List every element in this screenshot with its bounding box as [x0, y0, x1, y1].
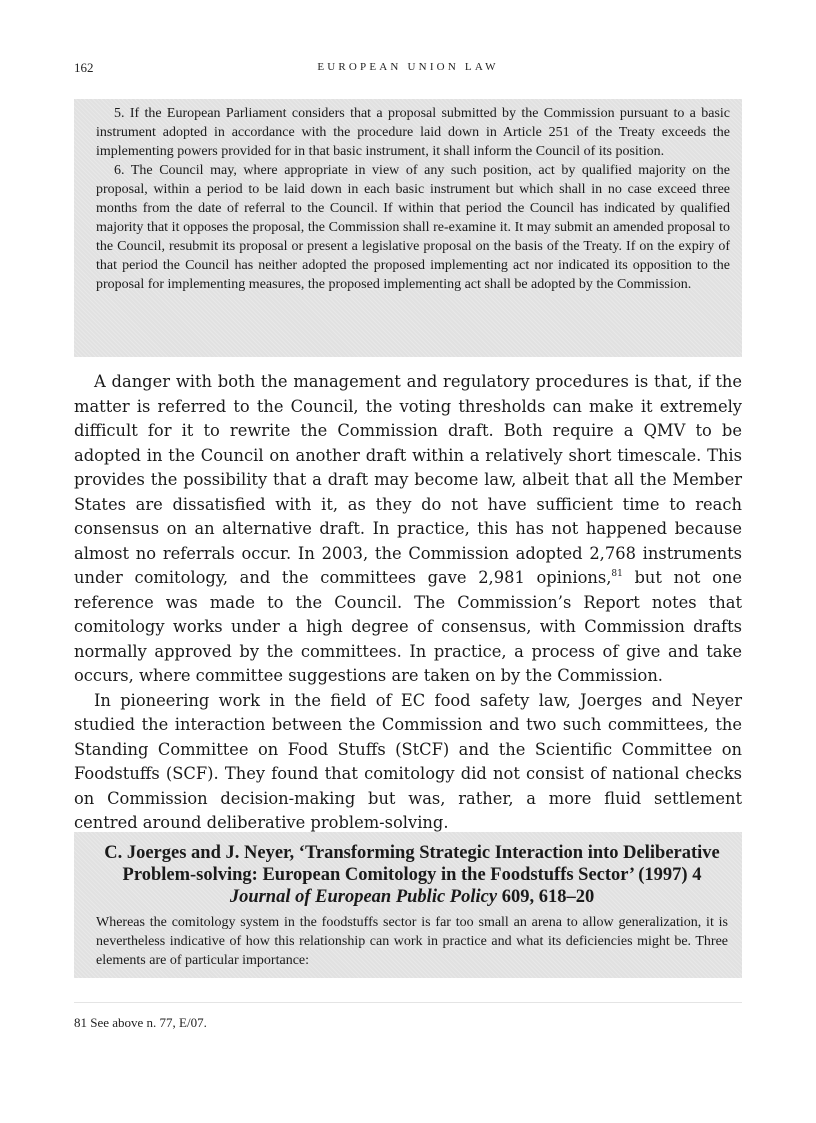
- main-text: [74, 370, 742, 836]
- body-paragraph-text: but not one reference was made to the Council. The Commission’s Report notes that comitology works under a high degree of consensus, with Commission drafts normally approved by the committees. In practice, a process of give and take occurs, where committee suggestions are taken on by the Commission.: [74, 568, 743, 685]
- page-number: 162: [74, 60, 94, 75]
- excerpt-body: Whereas the comitology system in the foodstuffs sector is far too small an arena to allow generalization, it is nevertheless indicative of how this relationship can work in practice and what its deficiencies might be. Three elements are of particular importance:: [96, 915, 728, 968]
- footnote: 81 See above n. 77, E/07.: [74, 1015, 207, 1030]
- excerpt-title: [96, 842, 728, 908]
- footnote-reference: 81: [611, 569, 623, 579]
- extract-paragraph-6: 6. The Council may, where appropriate in view of any such position, act by qualified majority on the proposal, within a period to be laid down in each basic instrument but which shall in no case exceed three months from the date of referral to the Council. If within that period the Council has indicated by qualified majority that it opposes the proposal, the Commission shall re-examine it. It may submit an amended proposal to the Council, resubmit its proposal or present a legislative proposal on the basis of the Treaty. If on the expiry of that period the Council has neither adopted the proposed implementing act nor indicated its opposition to the proposal for implementing measures, the proposed implementing act shall be adopted by the Commission.: [96, 163, 730, 292]
- journal-title: Journal of European Public Policy: [229, 887, 498, 907]
- extract-paragraph-5: 5. If the European Parliament considers that a proposal submitted by the Commission pursuant to a basic instrument adopted in accordance with the procedure laid down in Article 251 of the Treaty exceeds the implementing powers provided for in that basic instrument, it shall inform the Council of its position.: [96, 106, 730, 159]
- running-head: EUROPEAN UNION LAW: [317, 61, 499, 73]
- excerpt-citation: C. Joerges and J. Neyer, ‘Transforming Strategic Interaction into Deliberative Problem-solving: European Comitology in the Foodstuffs Sector’ (1997) 4: [104, 843, 720, 885]
- body-paragraph-text: A danger with both the management and regulatory procedures is that, if the matter is referred to the Council, the voting thresholds can make it extremely difficult for it to rewrite the Commission draft. Both require a QMV to be adopted in the Council on another draft within a relatively short timescale. This provides the possibility that a draft may become law, albeit that all the Member States are dissatisfied with it, as they do not have sufficient time to reach consensus on an alternative draft. In practice, this has not happened because almost no referrals occur. In 2003, the Commission adopted 2,768 instruments under comitology, and the committees gave 2,981 opinions,: [74, 372, 742, 587]
- legal-extract-box: [74, 99, 742, 357]
- page-header: [74, 60, 742, 80]
- excerpt-box: [74, 832, 742, 978]
- body-paragraph: In pioneering work in the field of EC food safety law, Joerges and Neyer studied the interaction between the Commission and two such committees, the Standing Committee on Food Stuffs (StCF) and the Scientific Committee on Foodstuffs (SCF). They found that comitology did not consist of national checks on Commission decision-making but was, rather, a more fluid settlement centred around deliberative problem-solving.: [74, 690, 742, 832]
- footnote-divider: [74, 1002, 742, 1003]
- excerpt-citation-pages: 609, 618–20: [497, 887, 595, 907]
- body-paragraph: [74, 370, 742, 689]
